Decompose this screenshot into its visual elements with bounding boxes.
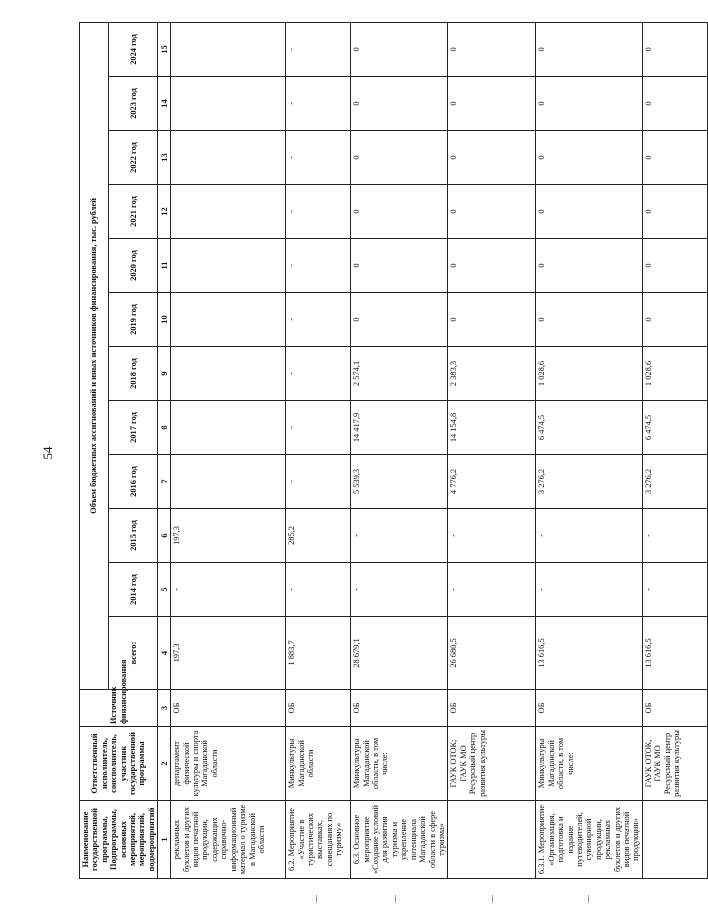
header-year: 2019 год xyxy=(109,293,158,347)
row-source: ОБ xyxy=(642,690,707,727)
row-value: - xyxy=(286,239,351,293)
row-value: 14 154,8 xyxy=(448,401,536,455)
table-row xyxy=(448,22,536,878)
table-body xyxy=(158,22,708,878)
row-value: - xyxy=(286,455,351,509)
row-value: - xyxy=(448,509,536,563)
column-number: 1 xyxy=(158,801,171,879)
column-number: 11 xyxy=(158,239,171,293)
row-value: 2 574,1 xyxy=(351,347,448,401)
row-value: 0 xyxy=(351,22,448,76)
row-value xyxy=(171,455,286,509)
header-year: 2021 год xyxy=(109,185,158,239)
row-value: 14 417,9 xyxy=(351,401,448,455)
row-value: 0 xyxy=(536,77,642,131)
row-executor: Минкультуры Магаданской области xyxy=(286,727,351,801)
row-name: 6.3.1. Мероприятие «Организация, подготовка и издание путеводителей, сувенирной продукции, рекламных буклетов и других видов печатной продукции» xyxy=(536,801,642,879)
header-year: 2014 год xyxy=(109,563,158,617)
column-number: 13 xyxy=(158,131,171,185)
row-value: 4 776,2 xyxy=(448,455,536,509)
column-number: 9 xyxy=(158,347,171,401)
row-value: - xyxy=(286,22,351,76)
rotated-table-wrapper xyxy=(79,27,681,879)
row-value: 197,3 xyxy=(171,509,286,563)
row-value xyxy=(171,77,286,131)
row-value: - xyxy=(286,185,351,239)
row-value: 0 xyxy=(351,185,448,239)
header-total: всего: xyxy=(109,617,158,690)
column-number: 2 xyxy=(158,727,171,801)
row-value: 197,3 xyxy=(171,617,286,690)
row-value: 0 xyxy=(448,185,536,239)
row-value: - xyxy=(286,563,351,617)
row-value: 3 276,2 xyxy=(536,455,642,509)
header-year: 2018 год xyxy=(109,347,158,401)
row-value: 0 xyxy=(642,239,707,293)
row-value xyxy=(171,185,286,239)
header-year: 2020 год xyxy=(109,239,158,293)
row-value: 26 680,5 xyxy=(448,617,536,690)
row-value: 0 xyxy=(351,77,448,131)
row-value: 13 616,5 xyxy=(536,617,642,690)
row-value: 0 xyxy=(642,77,707,131)
column-number: 14 xyxy=(158,77,171,131)
row-value: - xyxy=(351,509,448,563)
row-source: ОБ xyxy=(171,690,286,727)
page-number: 54 xyxy=(40,446,55,460)
row-value: 0 xyxy=(642,131,707,185)
row-source: ОБ xyxy=(536,690,642,727)
column-number: 6 xyxy=(158,509,171,563)
row-value: 0 xyxy=(536,293,642,347)
column-number: 12 xyxy=(158,185,171,239)
row-value: 0 xyxy=(642,22,707,76)
header-volume: Объем бюджетных ассигнований и иных источников финансирования, тыс. рублей xyxy=(80,22,109,689)
row-value: - xyxy=(448,563,536,617)
column-number: 4 xyxy=(158,617,171,690)
row-executor: департамент физической культуры и спорта Магаданской области xyxy=(171,727,286,801)
row-name xyxy=(642,801,707,879)
row-value: 0 xyxy=(642,293,707,347)
row-value: 0 xyxy=(351,239,448,293)
row-value: - xyxy=(286,131,351,185)
column-number: 7 xyxy=(158,455,171,509)
row-source: ОБ xyxy=(286,690,351,727)
row-value: - xyxy=(642,509,707,563)
row-value: 0 xyxy=(448,239,536,293)
row-source: ОБ xyxy=(448,690,536,727)
row-value: 6 474,5 xyxy=(536,401,642,455)
row-value: 28 679,1 xyxy=(351,617,448,690)
financing-table xyxy=(79,22,708,879)
row-value: 0 xyxy=(536,185,642,239)
row-value: - xyxy=(536,509,642,563)
column-number: 3 xyxy=(158,690,171,727)
row-value xyxy=(171,401,286,455)
row-value xyxy=(171,239,286,293)
row-executor: Минкультуры Магаданской области, в том числе: xyxy=(351,727,448,801)
row-executor: Минкультуры Магаданской области, в том числе: xyxy=(536,727,642,801)
row-name xyxy=(448,801,536,879)
row-value: 0 xyxy=(536,239,642,293)
row-value: 0 xyxy=(448,293,536,347)
row-value xyxy=(171,347,286,401)
table-row xyxy=(351,22,448,878)
row-value: - xyxy=(286,347,351,401)
row-value: 0 xyxy=(448,77,536,131)
header-year: 2023 год xyxy=(109,77,158,131)
column-number: 15 xyxy=(158,22,171,76)
scan-mark xyxy=(588,895,589,903)
header-year: 2015 год xyxy=(109,509,158,563)
row-value xyxy=(171,131,286,185)
row-value: 0 xyxy=(642,185,707,239)
header-executor: Ответственный исполнитель, соисполнитель, участник государственной программы xyxy=(80,727,158,801)
row-value: 2 383,3 xyxy=(448,347,536,401)
header-name: Наименование государственной программы, Подпрограммы, основных мероприятий, мероприятий, подмероприятий xyxy=(80,801,158,879)
row-value: 0 xyxy=(448,131,536,185)
header-year: 2017 год xyxy=(109,401,158,455)
row-value xyxy=(171,22,286,76)
row-value: - xyxy=(286,401,351,455)
row-value: 285,2 xyxy=(286,509,351,563)
row-executor: ГАУК ОТОК, ГАУК МО Ресурсный центр развития культуры xyxy=(642,727,707,801)
row-value: 13 616,5 xyxy=(642,617,707,690)
row-value: 0 xyxy=(448,22,536,76)
column-number-row xyxy=(158,22,171,878)
row-value: 6 474,5 xyxy=(642,401,707,455)
row-value: 1 028,6 xyxy=(536,347,642,401)
row-value: - xyxy=(536,563,642,617)
scan-mark xyxy=(316,895,317,903)
table-row xyxy=(286,22,351,878)
table-row xyxy=(171,22,286,878)
column-number: 8 xyxy=(158,401,171,455)
row-value: 0 xyxy=(536,22,642,76)
row-executor: ГАУК ОТОК; ГАУК МО Ресурсный центр развития культуры xyxy=(448,727,536,801)
table-row xyxy=(642,22,707,878)
row-value: - xyxy=(351,563,448,617)
row-value: - xyxy=(642,563,707,617)
row-value: 0 xyxy=(351,293,448,347)
header-year: 2016 год xyxy=(109,455,158,509)
row-name: 6.3. Основное мероприятие «Создание условий для развития туризма и укрепление потенциала Магаданской области в сфере туризма» xyxy=(351,801,448,879)
row-value: 3 276,2 xyxy=(642,455,707,509)
row-value: - xyxy=(171,563,286,617)
table-row xyxy=(536,22,642,878)
row-source: ОБ xyxy=(351,690,448,727)
row-value: 5 539,3 xyxy=(351,455,448,509)
row-value: 1 883,7 xyxy=(286,617,351,690)
header-source: Источник финансирования xyxy=(80,690,158,727)
scan-mark xyxy=(395,895,396,903)
row-value: - xyxy=(286,77,351,131)
row-name: 6.2. Мероприятие «Участие в туристических выставках, совещаниях по туризму» xyxy=(286,801,351,879)
column-number: 10 xyxy=(158,293,171,347)
row-value: 0 xyxy=(536,131,642,185)
column-number: 5 xyxy=(158,563,171,617)
row-value: 1 028,6 xyxy=(642,347,707,401)
header-year: 2024 год xyxy=(109,22,158,76)
row-value: 0 xyxy=(351,131,448,185)
row-value: - xyxy=(286,293,351,347)
header-year: 2022 год xyxy=(109,131,158,185)
row-value xyxy=(171,293,286,347)
row-name: рекламных буклетов и других видов печатной продукции, содержащих справочно-информационный материал о туризме в Магаданской области xyxy=(171,801,286,879)
scan-mark xyxy=(492,895,493,903)
